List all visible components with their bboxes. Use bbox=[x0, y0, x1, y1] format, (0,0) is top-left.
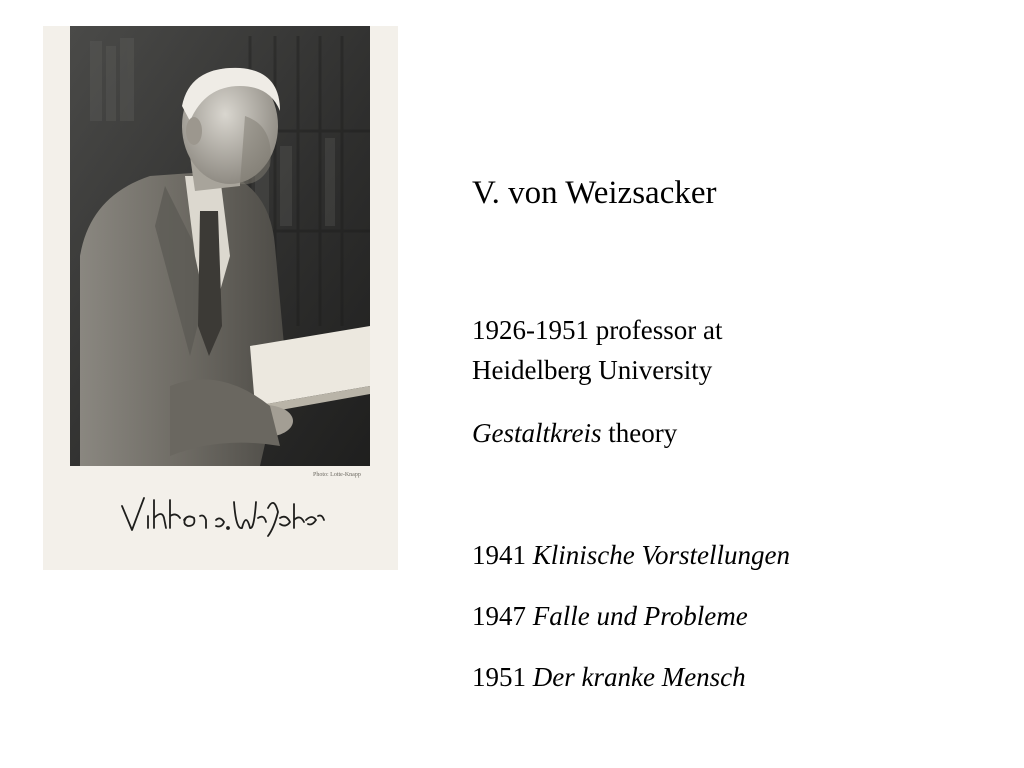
work-title: Der kranke Mensch bbox=[532, 662, 746, 692]
work-title: Falle und Probleme bbox=[532, 601, 748, 631]
work-item bbox=[472, 662, 746, 693]
theory-term: Gestaltkreis bbox=[472, 418, 602, 448]
slide-title: V. von Weizsacker bbox=[472, 175, 717, 211]
work-year: 1947 bbox=[472, 601, 533, 631]
portrait-photo bbox=[70, 26, 370, 466]
portrait-card bbox=[43, 26, 398, 570]
theory-line bbox=[472, 418, 677, 449]
signature-image bbox=[118, 488, 328, 538]
work-item bbox=[472, 601, 748, 632]
work-item bbox=[472, 540, 790, 571]
work-title: Klinische Vorstellungen bbox=[532, 540, 790, 570]
theory-rest: theory bbox=[601, 418, 678, 448]
work-year: 1941 bbox=[472, 540, 533, 570]
work-year: 1951 bbox=[472, 662, 533, 692]
photo-credit: Photo: Lotte-Knapp bbox=[313, 472, 361, 478]
professorship-line-2: Heidelberg University bbox=[472, 355, 713, 385]
professorship-line-1: 1926-1951 professor at bbox=[472, 315, 723, 345]
